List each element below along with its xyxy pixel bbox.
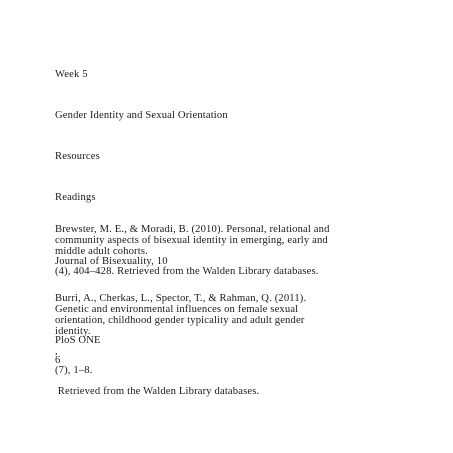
reference-line: identity.: [55, 326, 91, 337]
reference-line: (7), 1–8.: [55, 365, 93, 376]
reference-line: orientation, childhood gender typicality and adult gender: [55, 315, 305, 326]
reference-line: (4), 404–428. Retrieved from the Walden Library databases.: [55, 266, 319, 277]
reference-line: Brewster, M. E., & Moradi, B. (2010). Personal, relational and: [55, 224, 330, 235]
readings-heading: Readings: [55, 192, 96, 203]
reference-line: ,: [55, 346, 58, 357]
reference-line: middle adult cohorts.: [55, 246, 148, 257]
reference-line: Journal of Bisexuality, 10: [55, 256, 168, 267]
page-title: Gender Identity and Sexual Orientation: [55, 110, 228, 121]
resources-heading: Resources: [55, 151, 100, 162]
reference-line: community aspects of bisexual identity in emerging, early and: [55, 235, 328, 246]
closing-line: Retrieved from the Walden Library databases.: [55, 386, 260, 397]
reference-line: Genetic and environmental influences on female sexual: [55, 304, 299, 315]
reference-line: Burri, A., Cherkas, L., Spector, T., & Rahman, Q. (2011).: [55, 293, 307, 304]
reference-line: 6: [55, 355, 61, 366]
reference-line: PloS ONE: [55, 335, 101, 346]
week-label: Week 5: [55, 69, 88, 80]
